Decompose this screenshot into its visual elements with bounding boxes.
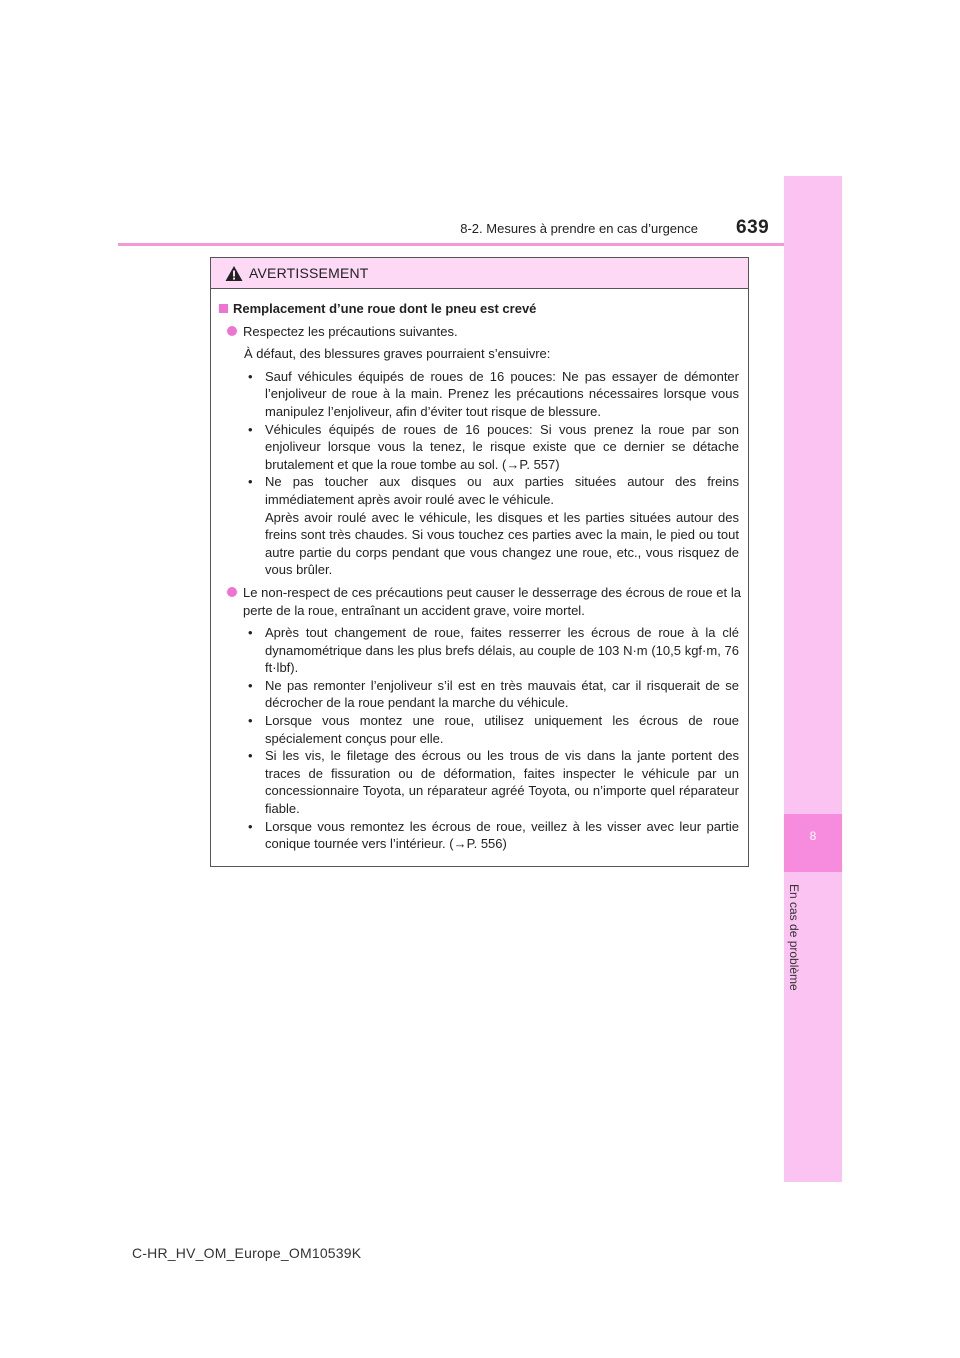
chapter-side-tab: [784, 176, 842, 1182]
warning-header: [211, 258, 748, 289]
list-item-text: Ne pas toucher aux disques ou aux parties situées autour des freins immédiatement après avoir roulé avec le véhicule.: [265, 474, 739, 507]
header-rule: [118, 243, 841, 246]
list-item: • Après tout changement de roue, faites resserrer les écrous de roue à la clé dynamométrique dans les plus brefs délais, au couple de 103 N·m (10,5 kgf·m, 76 ft·lbf).: [248, 625, 739, 676]
warning-heading: [219, 300, 741, 318]
bullet-item: [219, 323, 741, 341]
circle-bullet-icon: [227, 587, 237, 597]
section-title: 8-2. Mesures à prendre en cas d’urgence: [460, 221, 698, 236]
bullet-item: [219, 584, 741, 619]
square-bullet-icon: [219, 304, 228, 313]
list-item: • Véhicules équipés de roues de 16 pouces: Si vous prenez la roue par son enjoliveur lorsque vous la tenez, le risque existe que ce dernier se détache brutalement et que la roue tombe au sol. (→P. 557): [248, 421, 739, 472]
list-item-text: Après tout changement de roue, faites resserrer les écrous de roue à la clé dynamométrique dans les plus brefs délais, au couple de 103 N·m (10,5 kgf·m, 76 ft·lbf).: [265, 625, 739, 676]
warning-title: AVERTISSEMENT: [249, 265, 369, 281]
chapter-label: En cas de problème: [787, 884, 801, 991]
list-item-text: Lorsque vous montez une roue, utilisez uniquement les écrous de roue spécialement conçus pour elle.: [265, 713, 739, 746]
document-id: C-HR_HV_OM_Europe_OM10539K: [132, 1245, 362, 1261]
list-item-text: Si les vis, le filetage des écrous ou les trous de vis dans la jante portent des traces de fissuration ou de déformation, faites inspecter le véhicule par un concessionnaire Toyota, un réparateur agréé Toyota, ou n’importe quel réparateur fiable.: [265, 748, 739, 817]
chapter-number-box[interactable]: [784, 814, 842, 872]
list-item: • Lorsque vous montez une roue, utilisez uniquement les écrous de roue spécialement conçus pour elle.: [248, 713, 739, 746]
warning-box: [210, 257, 749, 867]
list-item-text: Ne pas remonter l’enjoliveur s’il est en très mauvais état, car il risquerait de se décrocher de la roue pendant la marche du véhicule.: [265, 677, 739, 711]
list-item-continuation: Après avoir roulé avec le véhicule, les disques et les parties situées autour des freins sont très chaudes. Si vous touchez ces parties avec la main, le pied ou tout autre partie du corps pendant que vous changez une roue, etc., vous risquez de vous brûler.: [265, 509, 739, 578]
warning-body: [211, 289, 748, 853]
warning-heading-text: Remplacement d’une roue dont le pneu est crevé: [233, 301, 537, 316]
list-item-text: Lorsque vous remontez les écrous de roue, veillez à les visser avec leur partie conique tournée vers l’intérieur. (→P. 556): [265, 818, 739, 852]
chapter-number: 8: [809, 829, 817, 843]
bullet-text: Le non-respect de ces précautions peut causer le desserrage des écrous de roue et la perte de la roue, entraînant un accident grave, voire mortel.: [243, 584, 741, 618]
list-item: • Sauf véhicules équipés de roues de 16 pouces: Ne pas essayer de démonter l’enjoliveur de roue à la main. Prenez les précautions nécessaires lorsque vous manipulez l’enjoliveur, afin d’éviter tout risque de blessure.: [248, 368, 739, 419]
bullet-text: Respectez les précautions suivantes.: [243, 323, 458, 339]
list-item: • Ne pas toucher aux disques ou aux parties situées autour des freins immédiatement après avoir roulé avec le véhicule. Après avoir roulé avec le véhicule, les disques et les parties situées autour des freins sont très chaudes. Si vous touchez ces parties avec la main, le pied ou tout autre partie du corps pendant que vous changez une roue, etc., vous risquez de vous brûler.: [248, 474, 739, 578]
list-item: • Si les vis, le filetage des écrous ou les trous de vis dans la jante portent des traces de fissuration ou de déformation, faites inspecter le véhicule par un concessionnaire Toyota, un réparateur agréé Toyota, ou n’importe quel réparateur fiable.: [248, 748, 739, 817]
circle-bullet-icon: [227, 326, 237, 336]
precaution-list: [244, 368, 739, 579]
precaution-list: [244, 624, 739, 853]
page-number: 639: [736, 217, 770, 238]
list-item-text: Sauf véhicules équipés de roues de 16 pouces: Ne pas essayer de démonter l’enjoliveur de roue à la main. Prenez les précautions nécessaires lorsque vous manipulez l’enjoliveur, afin d’éviter tout risque de blessure.: [265, 368, 739, 419]
warning-triangle-icon: [225, 265, 243, 282]
list-item: • Ne pas remonter l’enjoliveur s’il est en très mauvais état, car il risquerait de se décrocher de la roue pendant la marche du véhicule.: [248, 677, 739, 711]
list-item: • Lorsque vous remontez les écrous de roue, veillez à les visser avec leur partie conique tournée vers l’intérieur. (→P. 556): [248, 818, 739, 852]
list-item-text: Véhicules équipés de roues de 16 pouces: Si vous prenez la roue par son enjoliveur lorsque vous la tenez, le risque existe que ce dernier se détache brutalement et que la roue tombe au sol. (→P. 557): [265, 421, 739, 472]
bullet-subtext: À défaut, des blessures graves pourraient s’ensuivre:: [244, 346, 551, 362]
